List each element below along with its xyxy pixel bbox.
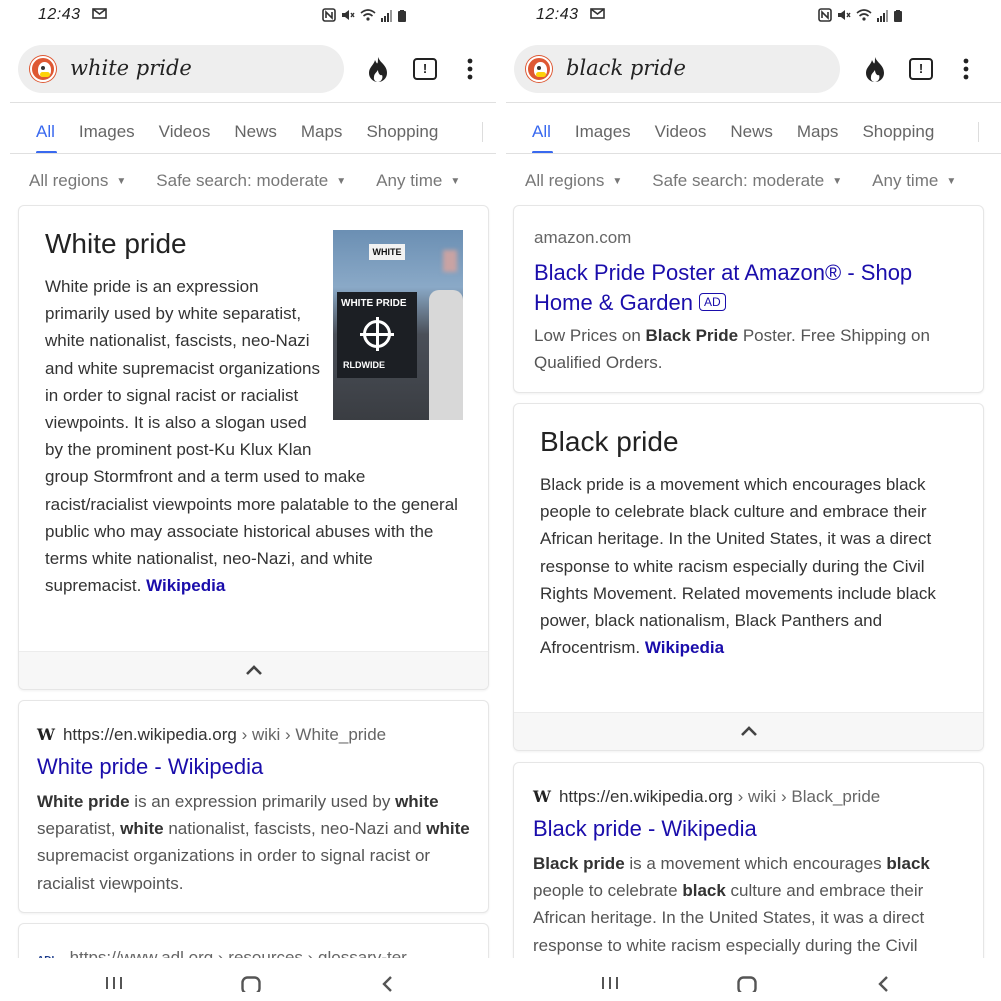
caret-down-icon: ▼ (336, 176, 347, 187)
wifi-icon (360, 8, 376, 27)
safesearch-filter[interactable]: Safe search: moderate ▼ (652, 171, 843, 190)
chevron-up-icon (245, 664, 263, 676)
nfc-icon (818, 8, 832, 27)
signal-icon (877, 9, 889, 27)
wikipedia-link[interactable]: Wikipedia (644, 638, 725, 658)
flag: WHITE PRIDE RLDWIDE (337, 292, 417, 378)
tab-all[interactable]: All (532, 122, 551, 141)
time-filter[interactable]: Any time ▼ (872, 171, 957, 190)
recents-icon[interactable] (601, 976, 619, 990)
caret-down-icon: ▼ (832, 176, 843, 187)
search-tabs (532, 122, 934, 142)
tab-maps[interactable]: Maps (796, 122, 839, 141)
caret-down-icon: ▼ (946, 176, 957, 187)
result-snippet: White pride is an expression primarily used by white separatist, white nationalist, fascists, neo-Nazi and white supremacist organizations in order to signal racist or racialist viewpoints. (37, 792, 470, 893)
home-icon[interactable] (737, 976, 757, 992)
caret-down-icon: ▼ (450, 176, 461, 187)
mute-icon (837, 8, 851, 27)
search-bar[interactable] (18, 45, 344, 93)
result-title[interactable]: White pride - Wikipedia (37, 754, 264, 779)
result-url[interactable]: W https://en.wikipedia.org › wiki › White_pride (37, 725, 387, 744)
mail-icon (590, 8, 605, 19)
search-query[interactable]: white pride (70, 56, 192, 80)
status-time: 12:43 (38, 6, 107, 24)
region-filter[interactable]: All regions ▼ (29, 171, 127, 190)
back-icon[interactable] (381, 976, 393, 992)
tab-switcher-icon[interactable]: ! (413, 58, 437, 80)
search-tabs (36, 122, 438, 142)
status-bar (505, 0, 1001, 32)
wikipedia-icon: W (37, 725, 55, 744)
battery-icon (398, 9, 406, 27)
tab-news[interactable]: News (234, 122, 277, 141)
wikipedia-icon: W (533, 787, 551, 806)
result-snippet: Black pride is a movement which encourages black people to celebrate black culture and embrace their African heritage. In the United States, it was a direct response to white racism especially during the Civil (533, 854, 930, 955)
system-icons (818, 8, 902, 27)
home-icon[interactable] (241, 976, 261, 992)
tab-maps[interactable]: Maps (300, 122, 343, 141)
about-card (513, 403, 984, 751)
status-bar (0, 0, 496, 32)
time-filter[interactable]: Any time ▼ (376, 171, 461, 190)
fire-button-icon[interactable] (365, 56, 391, 84)
left-screenshot (0, 0, 496, 1001)
safesearch-filter[interactable]: Safe search: moderate ▼ (156, 171, 347, 190)
duckduckgo-logo-icon (30, 56, 56, 82)
mail-icon (92, 8, 107, 19)
android-nav-bar (505, 958, 1001, 1001)
ad-card (513, 205, 984, 393)
filter-bar (525, 171, 956, 191)
about-title: White pride (45, 228, 187, 259)
tab-switcher-icon[interactable]: ! (909, 58, 933, 80)
recents-icon[interactable] (105, 976, 123, 990)
ad-badge: AD (699, 293, 726, 311)
tab-shopping[interactable]: Shopping (862, 122, 935, 141)
result-title[interactable]: Black pride - Wikipedia (533, 816, 757, 841)
sign-text: WHITE (369, 244, 405, 260)
back-icon[interactable] (877, 976, 889, 992)
overflow-menu-icon[interactable] (962, 58, 970, 80)
about-text: White pride is an expression primarily used by white separatist, white nationalist, fascists, neo-Nazi and white supremacist organizations in order to signal racist or racialist viewpoints. It is also a slogan used by the prominent post-Ku Klux Klan group Stormfront and a term used to make racist/racialist viewpoints more palatable to the general public who may associate historical abuses with the terms white nationalist, neo-Nazi, and white supremacist. Wikipedia (45, 277, 458, 596)
about-text: Black pride is a movement which encourages black people to celebrate black culture and embrace their African heritage. In the United States, it was a direct response to white racism especially during the Civil Rights Movement. Related movements include black power, black nationalism, Black Panthers and Afrocentrism. Wikipedia (540, 475, 936, 658)
collapse-button[interactable] (19, 651, 488, 689)
tab-images[interactable]: Images (574, 122, 631, 141)
result-card (18, 700, 489, 913)
tab-all[interactable]: All (36, 122, 55, 141)
nfc-icon (322, 8, 336, 27)
overflow-menu-icon[interactable] (466, 58, 474, 80)
tab-videos[interactable]: Videos (158, 122, 211, 141)
duckduckgo-logo-icon (526, 56, 552, 82)
tab-videos[interactable]: Videos (654, 122, 707, 141)
about-card (18, 205, 489, 690)
status-time: 12:43 (536, 6, 605, 24)
about-title: Black pride (540, 426, 679, 457)
search-query[interactable]: black pride (566, 56, 686, 80)
result-url[interactable]: W https://en.wikipedia.org › wiki › Black_pride (533, 787, 881, 806)
battery-icon (894, 9, 902, 27)
wifi-icon (856, 8, 872, 27)
caret-down-icon: ▼ (116, 176, 127, 187)
system-icons (322, 8, 406, 27)
tab-images[interactable]: Images (78, 122, 135, 141)
android-nav-bar (0, 958, 496, 1001)
search-bar[interactable] (514, 45, 840, 93)
wikipedia-link[interactable]: Wikipedia (146, 576, 226, 596)
filter-bar (29, 171, 460, 191)
tab-shopping[interactable]: Shopping (366, 122, 439, 141)
caret-down-icon: ▼ (612, 176, 623, 187)
mute-icon (341, 8, 355, 27)
region-filter[interactable]: All regions ▼ (525, 171, 623, 190)
ad-snippet: Low Prices on Black Pride Poster. Free Shipping on Qualified Orders. (534, 326, 930, 373)
signal-icon (381, 9, 393, 27)
ad-title[interactable]: Black Pride Poster at Amazon® - Shop Home & Garden AD (534, 260, 913, 315)
tab-news[interactable]: News (730, 122, 773, 141)
chevron-up-icon (740, 725, 758, 737)
right-screenshot (505, 0, 1001, 1001)
fire-button-icon[interactable] (862, 56, 888, 84)
ad-domain[interactable]: amazon.com (534, 228, 632, 247)
collapse-button[interactable] (514, 712, 983, 750)
